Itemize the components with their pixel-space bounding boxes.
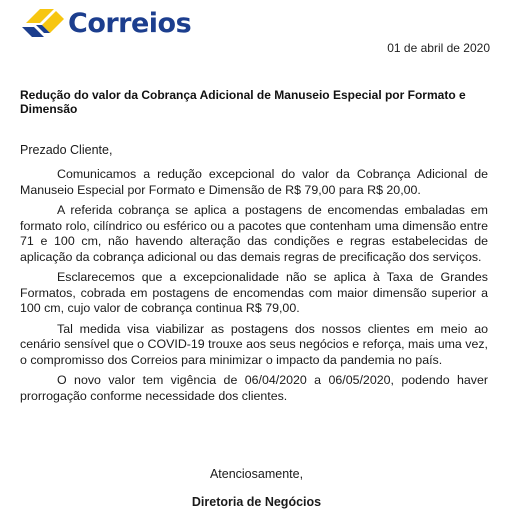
- closing: Atenciosamente,: [209, 467, 304, 481]
- paragraph: Comunicamos a redução excepcional do valor da Cobrança Adicional de Manuseio Especial por Formato e Dimensão de R$ 79,00 para R$ 20,00.: [20, 167, 488, 197]
- document-date: 01 de abril de 2020: [387, 41, 490, 55]
- paragraph: O novo valor tem vigência de 06/04/2020 a 06/05/2020, podendo haver prorrogação conforme necessidade dos clientes.: [20, 373, 488, 403]
- paragraph: Esclarecemos que a excepcionalidade não se aplica à Taxa de Grandes Formatos, cobrada em postagens de encomendas com maior dimensão superior a 100 cm, cujo valor de cobrança continua R$ 79,00.: [20, 270, 488, 315]
- paragraph: Tal medida visa viabilizar as postagens dos nossos clientes em meio ao cenário sensível que o COVID-19 trouxe aos seus negócios e reforça, mais uma vez, o compromisso dos Correios para minimizar o impacto da pandemia no país.: [20, 321, 488, 367]
- signature: Diretoria de Negócios: [191, 495, 322, 509]
- logo-wordmark: Correios: [68, 7, 192, 39]
- letter-body: [20, 167, 488, 409]
- document-subject: Redução do valor da Cobrança Adicional de Manuseio Especial por Formato e Dimensão: [20, 88, 466, 116]
- correios-logo: [20, 4, 191, 42]
- greeting: Prezado Cliente,: [20, 143, 113, 157]
- paragraph: A referida cobrança se aplica a postagens de encomendas embaladas em formato rolo, cilíndrico ou esférico ou a pacotes que contenham uma dimensão entre 71 e 100 cm, não havendo alteração das condições e regras estabelecidas de aplicação da cobrança adicional ou das demais regras de precificação dos serviços.: [20, 203, 488, 264]
- correios-logo-icon: [20, 5, 66, 41]
